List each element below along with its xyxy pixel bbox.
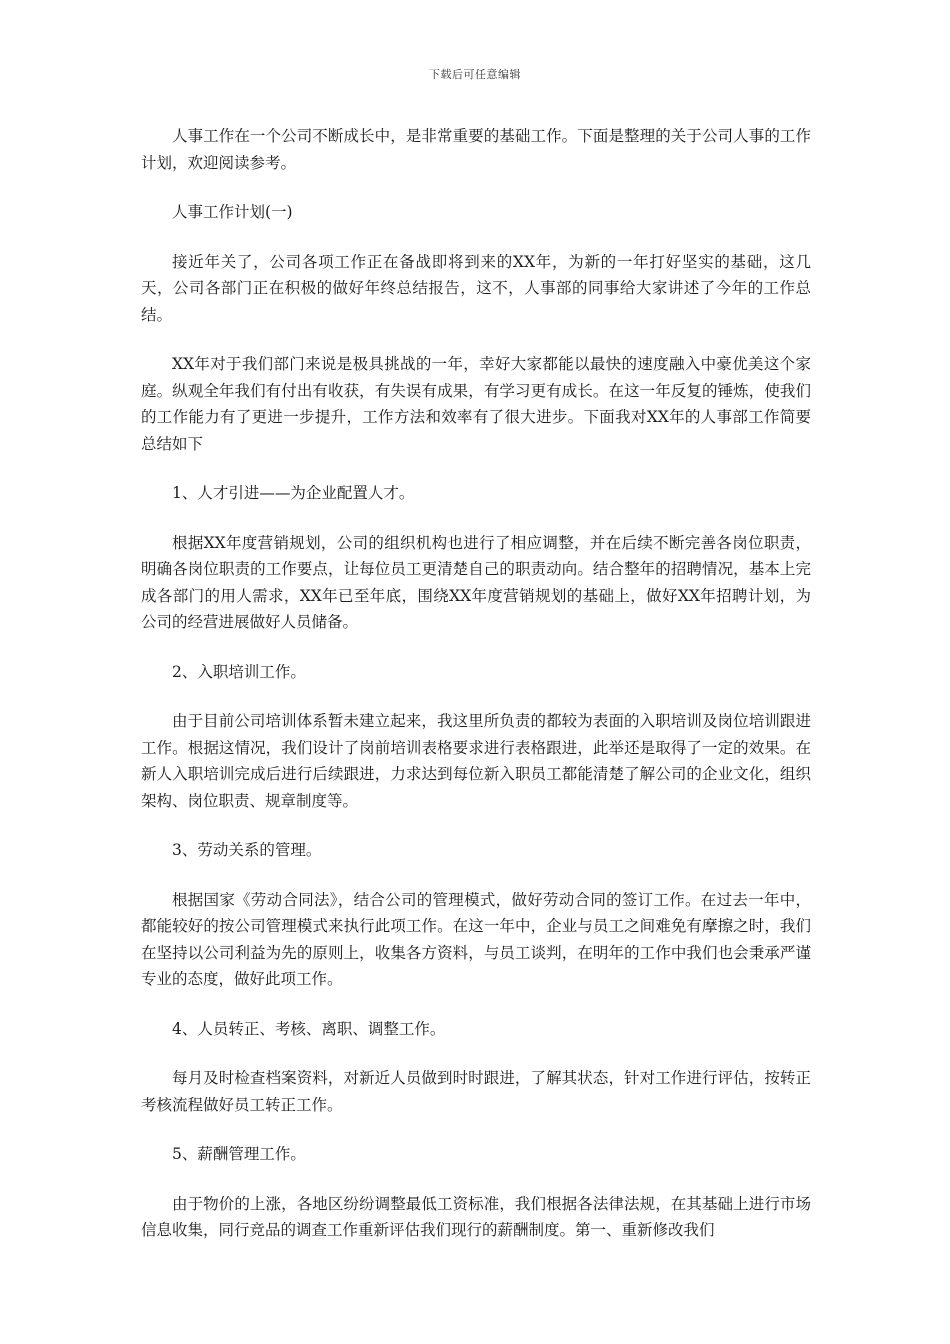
- body-paragraph: 接近年关了，公司各项工作正在备战即将到来的XX年，为新的一年打好坚实的基础，这几天，公司各部门正在积极的做好年终总结报告，这不，人事部的同事给大家讲述了今年的工作总结。: [141, 252, 811, 324]
- header-note: 下载后可任意编辑: [429, 68, 521, 81]
- item-heading: 5、薪酬管理工作。: [172, 1145, 306, 1163]
- body-paragraph: 根据国家《劳动合同法》，结合公司的管理模式，做好劳动合同的签订工作。在过去一年中，都能较好的按公司管理模式来执行此项工作。在这一年中，企业与员工之间难免有摩擦之时，我们在坚持以公司利益为先的原则上，收集各方资料，与员工谈判，在明年的工作中我们也会秉承严谨专业的态度，做好此项工作。: [141, 890, 811, 988]
- item-heading: 3、劳动关系的管理。: [172, 841, 322, 859]
- item-heading: 2、入职培训工作。: [172, 662, 306, 681]
- section-title: 人事工作计划(一): [172, 203, 293, 221]
- body-paragraph: 由于目前公司培训体系暂未建立起来，我这里所负责的都较为表面的入职培训及岗位培训跟进工作。根据这情况，我们设计了岗前培训表格要求进行表格跟进，此举还是取得了一定的效果。在新人入职培训完成后进行后续跟进，力求达到每位新入职员工都能清楚了解公司的企业文化，组织架构、岗位职责、规章制度等。: [141, 712, 811, 810]
- body-paragraph: XX年对于我们部门来说是极具挑战的一年，幸好大家都能以最快的速度融入中豪优美这个家庭。纵观全年我们有付出有收获，有失误有成果，有学习更有成长。在这一年反复的锤炼，使我们的工作能力有了更进一步提升，工作方法和效率有了很大进步。下面我对XX年的人事部工作简要总结如下: [141, 355, 811, 453]
- item-heading: 4、人员转正、考核、离职、调整工作。: [172, 1019, 446, 1038]
- item-heading: 1、人才引进——为企业配置人才。: [172, 484, 415, 502]
- body-paragraph: 每月及时检查档案资料，对新近人员做到时时跟进，了解其状态，针对工作进行评估，按转正考核流程做好员工转正工作。: [141, 1069, 811, 1114]
- body-paragraph: 根据XX年度营销规划，公司的组织机构也进行了相应调整，并在后续不断完善各岗位职责，明确各岗位职责的工作要点，让每位员工更清楚自己的职责动向。结合整年的招聘情况，基本上完成各部门的用人需求，XX年已至年底，围绕XX年度营销规划的基础上，做好XX年招聘计划，为公司的经营进展做好人员储备。: [141, 533, 811, 631]
- intro-paragraph: 人事工作在一个公司不断成长中，是非常重要的基础工作。下面是整理的关于公司人事的工作计划，欢迎阅读参考。: [141, 127, 811, 172]
- document-body: [141, 123, 811, 1267]
- body-paragraph: 由于物价的上涨，各地区纷纷调整最低工资标准，我们根据各法律法规，在其基础上进行市场信息收集，同行竞品的调查工作重新评估我们现行的薪酬制度。第一、重新修改我们: [141, 1194, 811, 1239]
